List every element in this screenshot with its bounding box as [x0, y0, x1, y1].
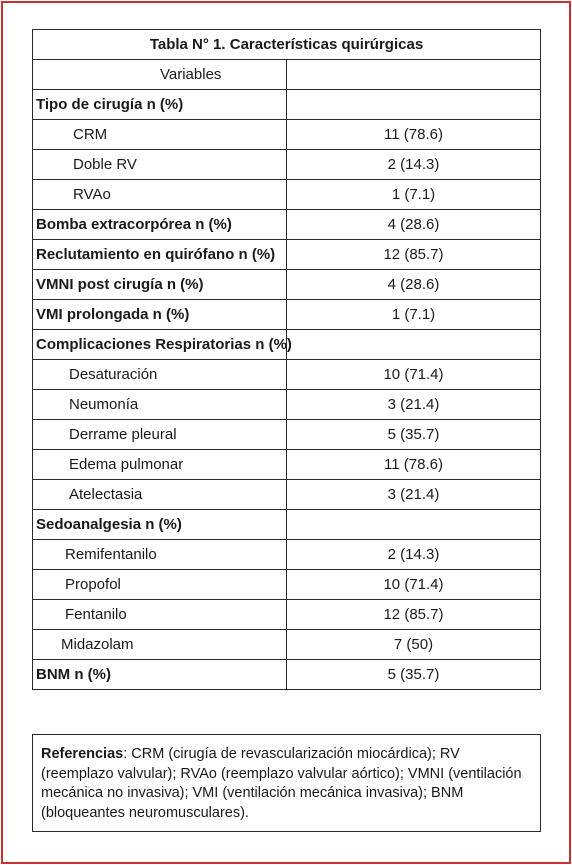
- row-label: CRM: [33, 120, 287, 150]
- row-label: Desaturación: [33, 360, 287, 390]
- row-value: 12 (85.7): [287, 600, 541, 630]
- references-note: [32, 734, 541, 832]
- table-row: [33, 480, 541, 510]
- row-label: Edema pulmonar: [33, 450, 287, 480]
- row-value: [287, 510, 541, 540]
- row-label: VMNI post cirugía n (%): [33, 270, 287, 300]
- table-row: [33, 210, 541, 240]
- row-label: Midazolam: [33, 630, 287, 660]
- table-row: [33, 360, 541, 390]
- table-row: [33, 660, 541, 690]
- row-value: 1 (7.1): [287, 180, 541, 210]
- table-title-row: [33, 30, 541, 60]
- table-title: Tabla N° 1. Características quirúrgicas: [33, 30, 541, 60]
- row-label: Neumonía: [33, 390, 287, 420]
- column-header-values: [287, 60, 541, 90]
- row-value: 3 (21.4): [287, 480, 541, 510]
- row-label: VMI prolongada n (%): [33, 300, 287, 330]
- row-value: [287, 330, 541, 360]
- table-row: [33, 570, 541, 600]
- table-row: [33, 420, 541, 450]
- table-row: [33, 390, 541, 420]
- row-label: RVAo: [33, 180, 287, 210]
- table-row: [33, 600, 541, 630]
- table-row: [33, 300, 541, 330]
- row-value: 4 (28.6): [287, 210, 541, 240]
- row-value: 5 (35.7): [287, 660, 541, 690]
- row-value: 5 (35.7): [287, 420, 541, 450]
- table-row: [33, 150, 541, 180]
- table-row: [33, 450, 541, 480]
- table-header-row: [33, 60, 541, 90]
- row-label: Remifentanilo: [33, 540, 287, 570]
- table-row: [33, 240, 541, 270]
- row-value: 12 (85.7): [287, 240, 541, 270]
- row-label: Propofol: [33, 570, 287, 600]
- row-label: Reclutamiento en quirófano n (%): [33, 240, 287, 270]
- row-label: Sedoanalgesia n (%): [33, 510, 287, 540]
- row-label: Doble RV: [33, 150, 287, 180]
- row-label: Complicaciones Respiratorias n (%): [33, 330, 287, 360]
- table-row: [33, 630, 541, 660]
- row-value: 7 (50): [287, 630, 541, 660]
- row-label: Bomba extracorpórea n (%): [33, 210, 287, 240]
- row-value: 2 (14.3): [287, 540, 541, 570]
- row-label: Fentanilo: [33, 600, 287, 630]
- table-row: [33, 510, 541, 540]
- row-label: Atelectasia: [33, 480, 287, 510]
- table-row: [33, 120, 541, 150]
- column-header-variables: Variables: [33, 60, 287, 90]
- table-row: [33, 540, 541, 570]
- row-value: 2 (14.3): [287, 150, 541, 180]
- table-row: [33, 270, 541, 300]
- table-row: [33, 330, 541, 360]
- row-value: 10 (71.4): [287, 360, 541, 390]
- surgical-characteristics-table: [32, 29, 541, 690]
- row-value: 11 (78.6): [287, 120, 541, 150]
- row-label: Derrame pleural: [33, 420, 287, 450]
- row-value: 11 (78.6): [287, 450, 541, 480]
- table-row: [33, 180, 541, 210]
- row-value: 4 (28.6): [287, 270, 541, 300]
- references-heading: Referencias: [41, 746, 124, 762]
- row-value: 1 (7.1): [287, 300, 541, 330]
- row-label: Tipo de cirugía n (%): [33, 90, 287, 120]
- references-text: : CRM (cirugía de revascularización miocárdica); RV (reemplazo valvular); RVAo (reemplazo valvular aórtico); VMNI (ventilación mecánica no invasiva); VMI (ventilación mecánica invasiva); BNM (bloqueantes neuromusculares).: [41, 746, 522, 821]
- row-value: 10 (71.4): [287, 570, 541, 600]
- row-label: BNM n (%): [33, 660, 287, 690]
- table-row: [33, 90, 541, 120]
- row-value: 3 (21.4): [287, 390, 541, 420]
- row-value: [287, 90, 541, 120]
